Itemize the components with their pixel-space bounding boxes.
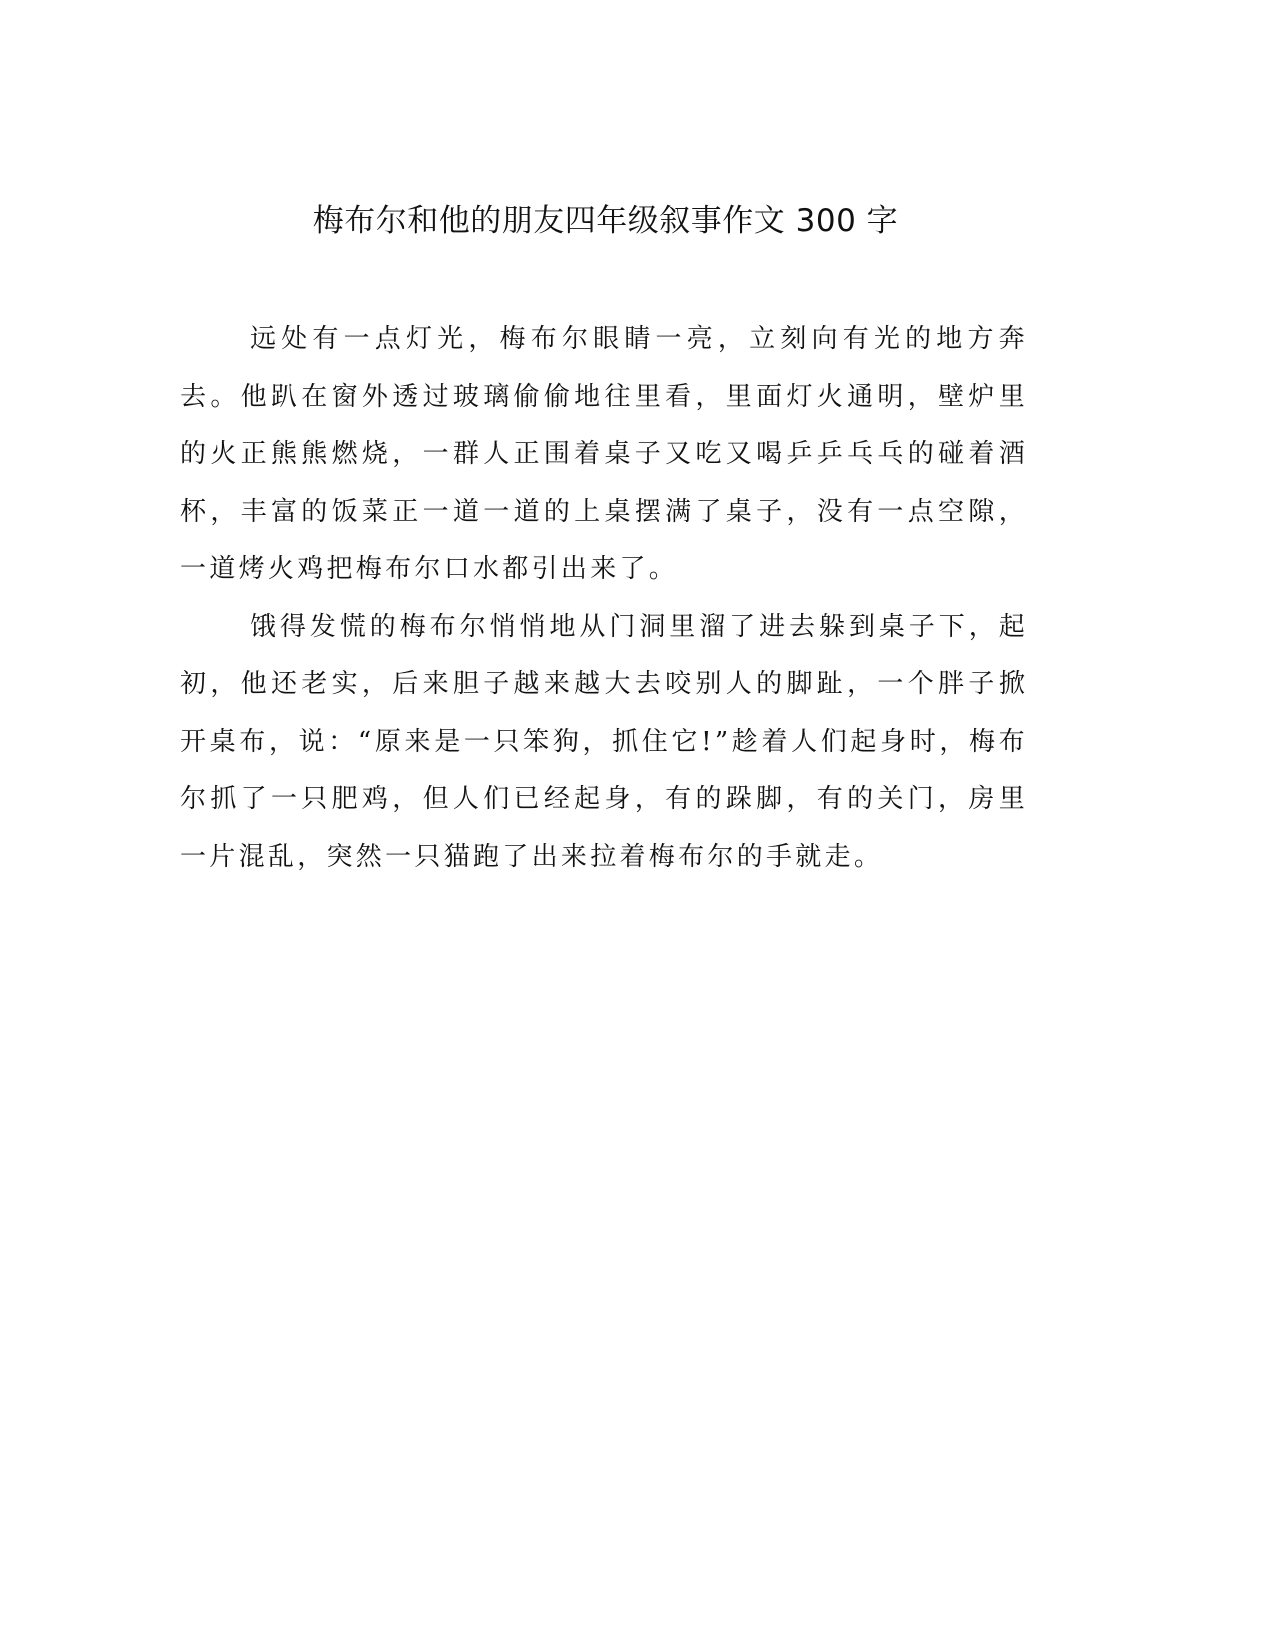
document-title: 梅布尔和他的朋友四年级叙事作文 300 字 [312, 203, 899, 239]
paragraph-2: 饿得发慌的梅布尔悄悄地从门洞里溜了进去躲到桌子下，起初，他还老实，后来胆子越来越大去咬别人的脚趾，一个胖子掀开桌布，说：“原来是一只笨狗，抓住它!”趁着人们起身时，梅布尔抓了一只肥鸡，但人们已经起身，有的跺脚，有的关门，房里一片混乱，突然一只猫跑了出来拉着梅布尔的手就走。 [180, 611, 1028, 872]
document-body [180, 311, 1028, 886]
paragraph-1: 远处有一点灯光，梅布尔眼睛一亮，立刻向有光的地方奔去。他趴在窗外透过玻璃偷偷地往里看，里面灯火通明，壁炉里的火正熊熊燃烧，一群人正围着桌子又吃又喝乒乒乓乓的碰着酒杯，丰富的饭菜正一道一道的上桌摆满了桌子，没有一点空隙，一道烤火鸡把梅布尔口水都引出来了。 [180, 324, 1028, 584]
